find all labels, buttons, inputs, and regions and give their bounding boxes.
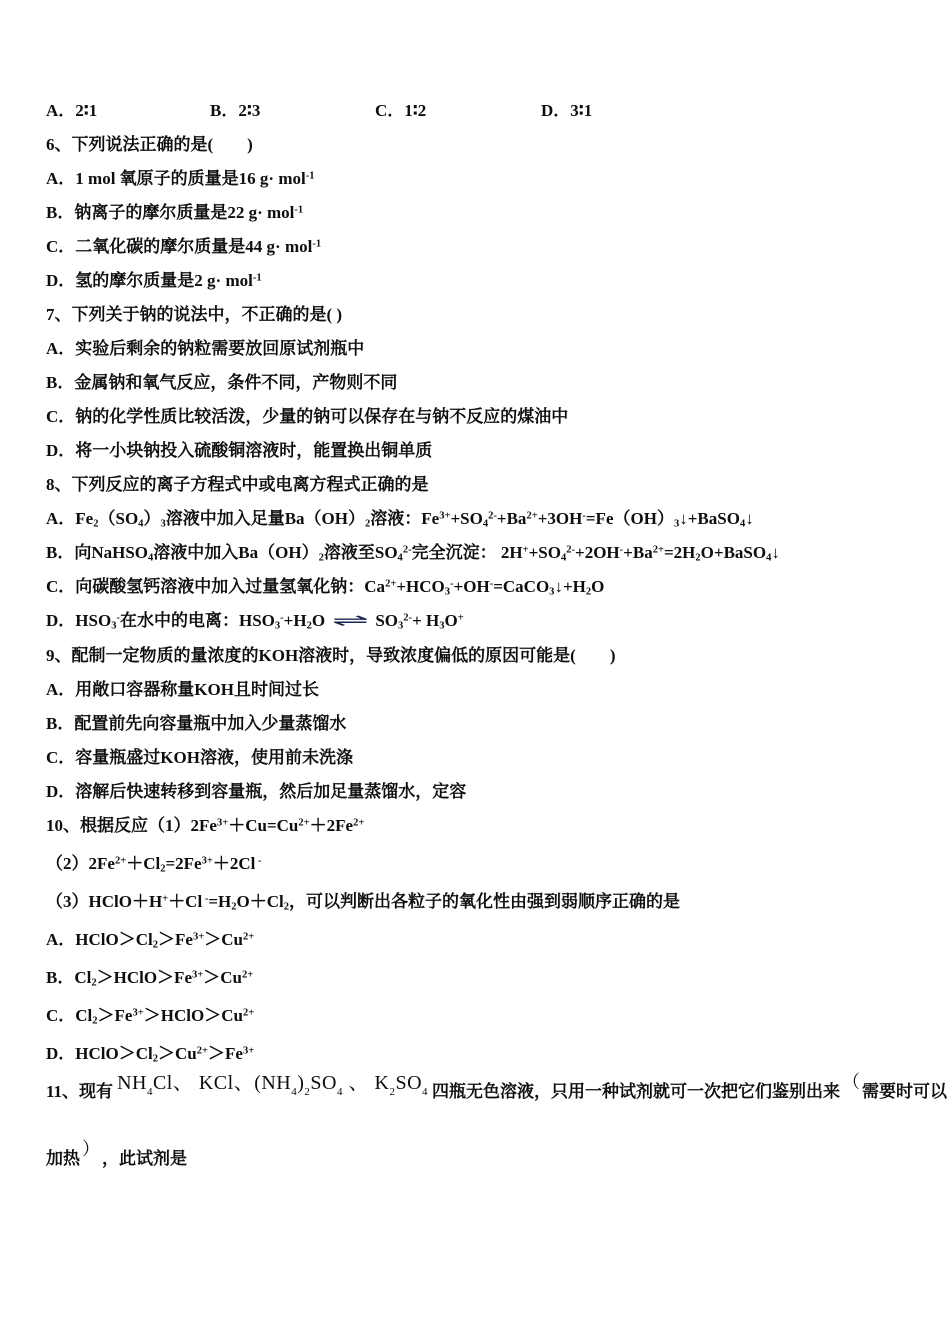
question-11-close-paren: ） (82, 1139, 100, 1159)
question-9-option-b: B．配置前先向容量瓶中加入少量蒸馏水 (46, 714, 347, 733)
question-6-title: 6、下列说法正确的是( ) (46, 135, 253, 154)
question-7-option-c: C．钠的化学性质比较活泼，少量的钠可以保存在与钠不反应的煤油中 (46, 407, 569, 426)
prior-question-options-row (46, 100, 920, 121)
question-10-equation-2: $(2)2Fe^{2+}+Cl_2=2Fe^{3+}+2Cl$ - (46, 854, 262, 875)
question-10-option-a: A．$HClO>Cl_2>Fe^{3+}>Cu^{2+}$ (46, 930, 255, 951)
question-8-option-c: C．向碳酸氢钙溶液中加入过量氢氧化钠：$Ca^{2+}+HCO_3^-+OH^-=CaCO_3↓+H_2O$ (46, 577, 605, 598)
question-7-option-b: B．金属钠和氧气反应，条件不同，产物则不同 (46, 373, 398, 392)
prior-option-c: C．1∶2 (375, 101, 427, 120)
question-11-mid: 四瓶无色溶液，只用一种试剂就可一次把它们鉴别出来 (432, 1082, 841, 1101)
question-8-title: 8、下列反应的离子方程式中或电离方程式正确的是 (46, 475, 429, 494)
question-11-tail: 需要时可以 (862, 1082, 948, 1101)
question-6-option-d: D．氢的摩尔质量是2 g· mol$^{-1}$ (46, 271, 262, 290)
question-11-heat-text: 加热 (46, 1149, 80, 1168)
question-11-reagent-text: ，此试剂是 (102, 1149, 187, 1168)
question-11-open-paren: （ (842, 1072, 861, 1092)
prior-option-d: D．3∶1 (541, 101, 593, 120)
question-8-option-b: B．向NaHSO$_4$溶液中加入$Ba(OH)_2$溶液至$SO_4^{2-}$完全沉淀： $2H^++SO_4^{2-}+2OH^-+Ba^{2+}=2H_2O+BaSO_4↓$ (46, 543, 780, 564)
question-10-option-c: C．$Cl_2>Fe^{3+}>HClO>Cu^{2+}$ (46, 1006, 255, 1027)
question-7-title: 7、下列关于钠的说法中，不正确的是( ) (46, 305, 343, 324)
question-11-prefix: 11、现有 (46, 1082, 114, 1101)
question-11-line-2 (46, 1139, 920, 1169)
question-7-option-a: A．实验后剩余的钠粒需要放回原试剂瓶中 (46, 339, 365, 358)
prior-option-a: A．2∶1 (46, 101, 98, 120)
question-9-option-a: A．用敞口容器称量KOH且时间过长 (46, 680, 319, 699)
question-8-option-a: A．$Fe_2(SO_4)_3$溶液中加入足量$Ba(OH)_2$溶液：$Fe^{3+}+SO_4^{2-}+Ba^{2+}+3OH^-=Fe(OH)_3↓+BaSO_4↓$ (46, 509, 754, 530)
question-9-option-d: D．溶解后快速转移到容量瓶，然后加足量蒸馏水，定容 (46, 782, 467, 801)
question-9-title: 9、配制一定物质的量浓度的KOH溶液时，导致浓度偏低的原因可能是( ) (46, 646, 616, 665)
prior-option-b: B．2∶3 (210, 101, 261, 120)
question-6-option-b: B．钠离子的摩尔质量是22 g· mol$^{-1}$ (46, 203, 304, 222)
equilibrium-arrow-icon: ⇌ (331, 611, 369, 631)
question-10-equation-3: （3）HClO＋H+＋Cl $^-=H_2O+Cl_2$，可以判断出各粒子的氧化性由强到弱顺序正确的是 (46, 892, 681, 913)
question-6-option-a: A．1 mol 氧原子的质量是16 g· mol$^{-1}$ (46, 169, 315, 188)
question-10-option-b: B．$Cl_2>HClO>Fe^{3+}>Cu^{2+}$ (46, 968, 254, 989)
question-11-line-1 (46, 1072, 948, 1102)
question-11-formulas: $NH_4Cl$、 KCl、$(NH_4)_2SO_4$ 、 $K_2SO_4$ (117, 1072, 429, 1099)
question-8-option-d: D．$HSO_3^-$在水中的电离：$HSO_3^-+H_2O$ ⇌ $SO_3^{2-}+ H_3O^+$ (46, 611, 464, 632)
question-10-option-d: D．$HClO>Cl_2>Cu^{2+}>Fe^{3+}$ (46, 1044, 255, 1065)
question-7-option-d: D．将一小块钠投入硫酸铜溶液时，能置换出铜单质 (46, 441, 433, 460)
question-6-option-c: C．二氧化碳的摩尔质量是44 g· mol$^{-1}$ (46, 237, 322, 256)
question-10-title: 10、根据反应$(1)2Fe^{3+}+Cu=Cu^{2+}+2Fe^{2+}$ (46, 816, 365, 835)
question-9-option-c: C．容量瓶盛过KOH溶液，使用前未洗涤 (46, 748, 353, 767)
